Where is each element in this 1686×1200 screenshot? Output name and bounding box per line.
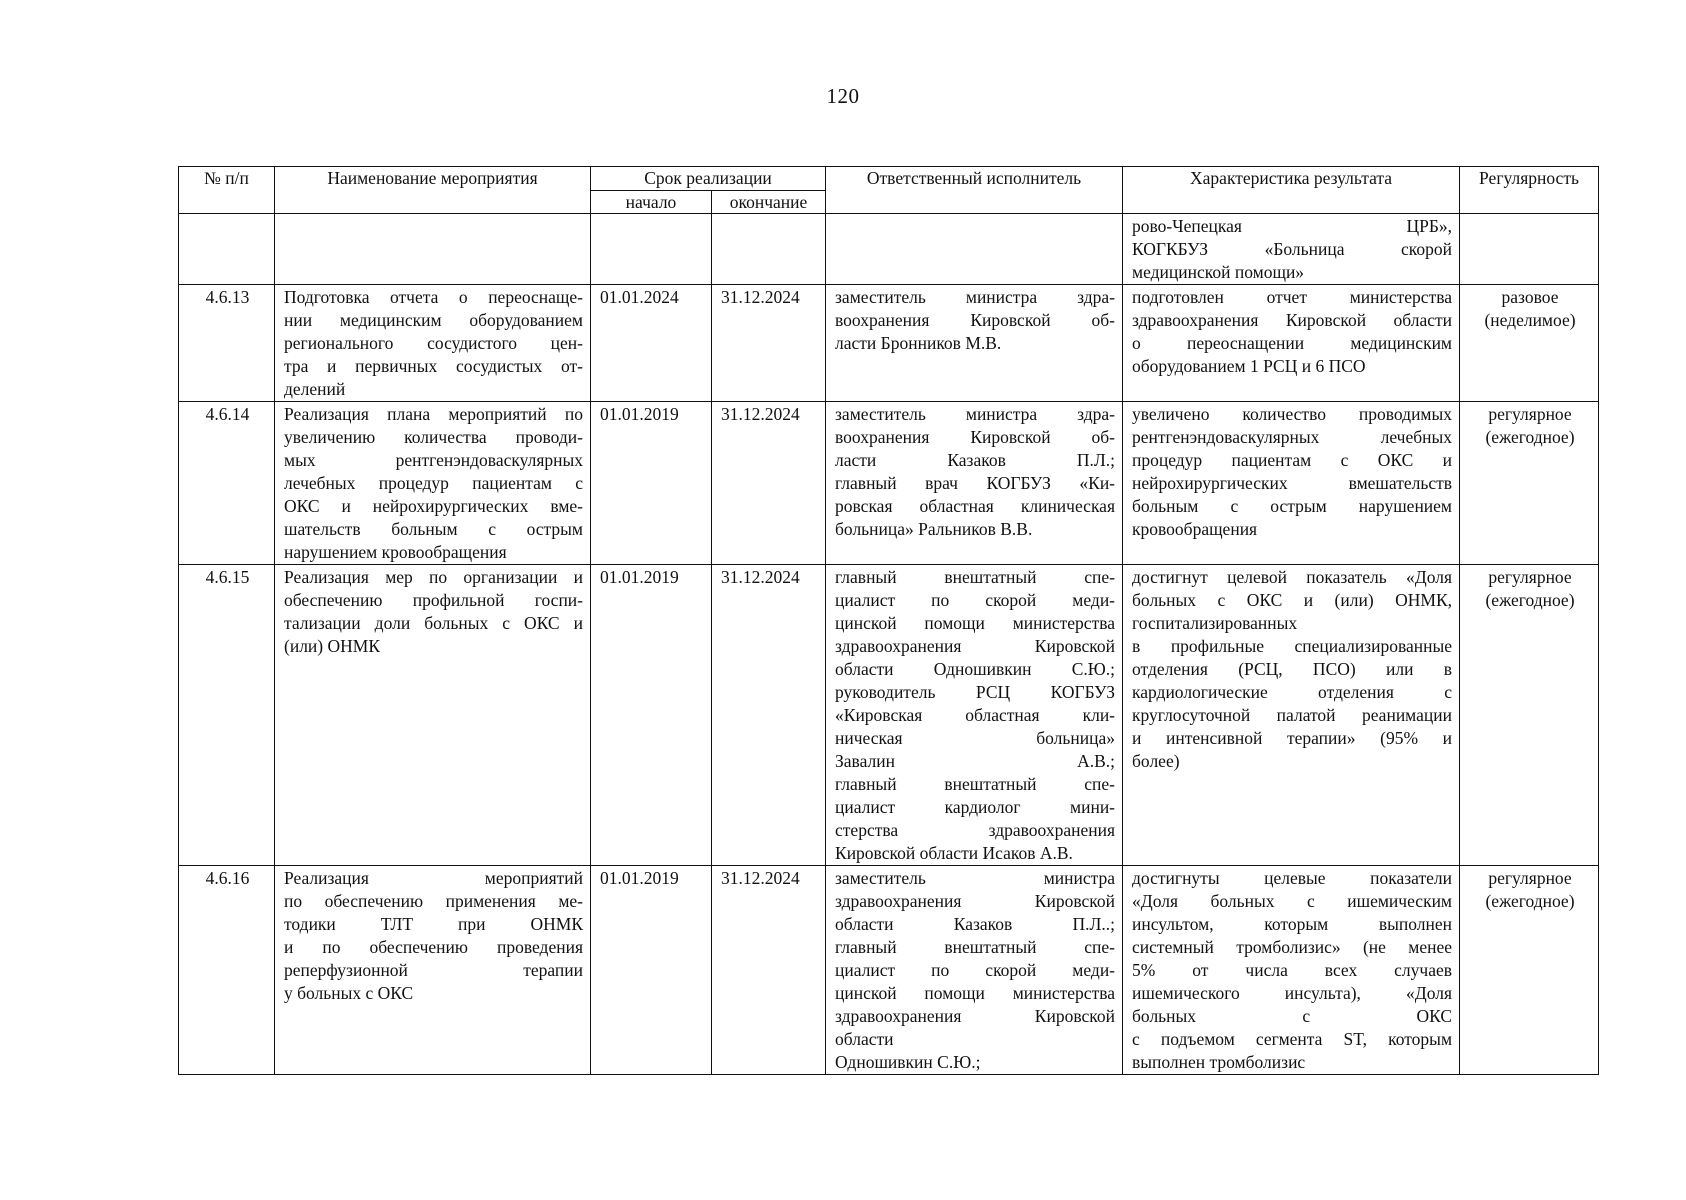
cell-line: обеспечению профильной госпи- bbox=[284, 590, 583, 610]
cell-line: цинской помощи министерства bbox=[835, 613, 1116, 633]
cell-line: стерства здравоохранения bbox=[835, 820, 1116, 840]
cell-line: о переоснащении медицинским bbox=[1132, 333, 1453, 353]
regularity bbox=[1460, 214, 1599, 285]
cell-line: и по обеспечению проведения bbox=[284, 937, 583, 957]
row-number: 4.6.16 bbox=[179, 866, 275, 1075]
cell-line: циалист по скорой меди- bbox=[835, 590, 1116, 610]
cell-line: более) bbox=[1132, 751, 1180, 771]
cell-line: реперфузионной терапии bbox=[284, 960, 583, 980]
cell-line: лечебных процедур пациентам с bbox=[284, 473, 583, 493]
cell-line: Подготовка отчета о переоснаще- bbox=[284, 287, 583, 307]
cell-line: «Кировская областная кли- bbox=[835, 705, 1116, 725]
table-row bbox=[179, 866, 1599, 1075]
cell-line: Завалин А.В.; bbox=[835, 751, 1116, 771]
cell-line: круглосуточной палатой реанимации bbox=[1132, 705, 1453, 725]
cell-line: (или) ОНМК bbox=[284, 636, 381, 656]
end-date: 31.12.2024 bbox=[712, 565, 826, 866]
regularity: регулярное (ежегодное) bbox=[1460, 866, 1599, 1075]
cell-line: увеличено количество проводимых bbox=[1132, 404, 1453, 424]
cell-line: здравоохранения Кировской bbox=[835, 891, 1116, 911]
activity-name bbox=[275, 285, 591, 402]
cell-line: ишемического инсульта), «Доля bbox=[1132, 983, 1453, 1003]
header-num: № п/п bbox=[179, 167, 275, 214]
responsible-executor bbox=[826, 214, 1123, 285]
cell-line: медицинской помощи» bbox=[1132, 262, 1305, 282]
result-description bbox=[1123, 285, 1460, 402]
cell-line: главный внештатный спе- bbox=[835, 567, 1116, 587]
cell-line: кардиологические отделения с bbox=[1132, 682, 1453, 702]
regularity: регулярное (ежегодное) bbox=[1460, 565, 1599, 866]
cell-line: заместитель министра здра- bbox=[835, 404, 1116, 424]
cell-line: области bbox=[835, 1029, 894, 1049]
regularity: разовое (неделимое) bbox=[1460, 285, 1599, 402]
cell-line: с подъемом сегмента ST, которым bbox=[1132, 1029, 1453, 1049]
cell-line: больница» Ральников В.В. bbox=[835, 519, 1033, 539]
cell-line: рентгенэндоваскулярных лечебных bbox=[1132, 427, 1453, 447]
cell-line: у больных с ОКС bbox=[284, 983, 414, 1003]
cell-line: достигнуты целевые показатели bbox=[1132, 868, 1453, 888]
header-result: Характеристика результата bbox=[1123, 167, 1460, 214]
regularity: регулярное (ежегодное) bbox=[1460, 402, 1599, 565]
row-number bbox=[179, 214, 275, 285]
cell-line: оборудованием 1 РСЦ и 6 ПСО bbox=[1132, 356, 1366, 376]
start-date: 01.01.2024 bbox=[591, 285, 712, 402]
cell-line: главный врач КОГБУЗ «Ки- bbox=[835, 473, 1116, 493]
cell-line: Одношивкин С.Ю.; bbox=[835, 1052, 981, 1072]
cell-line: инсультом, которым выполнен bbox=[1132, 914, 1453, 934]
activity-name bbox=[275, 866, 591, 1075]
cell-line: здравоохранения Кировской bbox=[835, 636, 1116, 656]
activity-name bbox=[275, 214, 591, 285]
cell-line: Реализация плана мероприятий по bbox=[284, 404, 583, 424]
cell-line: тодики ТЛТ при ОНМК bbox=[284, 914, 583, 934]
cell-line: Кировской области Исаков А.В. bbox=[835, 843, 1073, 863]
result-description bbox=[1123, 565, 1460, 866]
start-date: 01.01.2019 bbox=[591, 565, 712, 866]
cell-line: рово-Чепецкая ЦРБ», bbox=[1132, 216, 1453, 236]
header-name: Наименование мероприятия bbox=[275, 167, 591, 214]
cell-line: больных с ОКС bbox=[1132, 1006, 1453, 1026]
cell-line: здравоохранения Кировской области bbox=[1132, 310, 1453, 330]
table-row bbox=[179, 565, 1599, 866]
cell-line: главный внештатный спе- bbox=[835, 774, 1116, 794]
cell-line: в профильные специализированные bbox=[1132, 636, 1453, 656]
cell-line: Реализация мероприятий bbox=[284, 868, 583, 888]
table-body bbox=[179, 214, 1599, 1075]
cell-line: кровообращения bbox=[1132, 519, 1258, 539]
cell-line: шательств больным с острым bbox=[284, 519, 583, 539]
cell-line: нейрохирургических вмешательств bbox=[1132, 473, 1453, 493]
result-description bbox=[1123, 214, 1460, 285]
cell-line: заместитель министра bbox=[835, 868, 1116, 888]
responsible-executor bbox=[826, 565, 1123, 866]
start-date bbox=[591, 214, 712, 285]
table-row bbox=[179, 402, 1599, 565]
cell-line: системный тромболизис» (не менее bbox=[1132, 937, 1453, 957]
cell-line: циалист кардиолог мини- bbox=[835, 797, 1116, 817]
header-regularity: Регулярность bbox=[1460, 167, 1599, 214]
cell-line: нии медицинским оборудованием bbox=[284, 310, 583, 330]
cell-line: ровская областная клиническая bbox=[835, 496, 1116, 516]
row-number: 4.6.15 bbox=[179, 565, 275, 866]
cell-line: здравоохранения Кировской bbox=[835, 1006, 1116, 1026]
end-date: 31.12.2024 bbox=[712, 402, 826, 565]
row-number: 4.6.14 bbox=[179, 402, 275, 565]
table-header-row bbox=[179, 167, 1599, 191]
cell-line: достигнут целевой показатель «Доля bbox=[1132, 567, 1453, 587]
row-number: 4.6.13 bbox=[179, 285, 275, 402]
cell-line: Реализация мер по организации и bbox=[284, 567, 583, 587]
cell-line: увеличению количества проводи- bbox=[284, 427, 583, 447]
cell-line: руководитель РСЦ КОГБУЗ bbox=[835, 682, 1116, 702]
responsible-executor bbox=[826, 402, 1123, 565]
cell-line: нарушением кровообращения bbox=[284, 542, 507, 562]
cell-line: и интенсивной терапии» (95% и bbox=[1132, 728, 1453, 748]
cell-line: тализации доли больных с ОКС и bbox=[284, 613, 583, 633]
end-date: 31.12.2024 bbox=[712, 866, 826, 1075]
cell-line: области Одношивкин С.Ю.; bbox=[835, 659, 1116, 679]
responsible-executor bbox=[826, 866, 1123, 1075]
cell-line: больным с острым нарушением bbox=[1132, 496, 1453, 516]
cell-line: заместитель министра здра- bbox=[835, 287, 1116, 307]
cell-line: больных с ОКС и (или) ОНМК, bbox=[1132, 590, 1453, 610]
page-number: 120 bbox=[826, 84, 860, 108]
cell-line: «Доля больных с ишемическим bbox=[1132, 891, 1453, 911]
header-term: Срок реализации bbox=[591, 167, 826, 191]
cell-line: ОКС и нейрохирургических вме- bbox=[284, 496, 583, 516]
cell-line: циалист по скорой меди- bbox=[835, 960, 1116, 980]
activity-name bbox=[275, 565, 591, 866]
cell-line: выполнен тромболизис bbox=[1132, 1052, 1306, 1072]
cell-line: регионального сосудистого цен- bbox=[284, 333, 583, 353]
cell-line: цинской помощи министерства bbox=[835, 983, 1116, 1003]
cell-line: ласти Бронников М.В. bbox=[835, 333, 1002, 353]
cell-line: делений bbox=[284, 379, 346, 399]
cell-line: подготовлен отчет министерства bbox=[1132, 287, 1453, 307]
cell-line: мых рентгенэндоваскулярных bbox=[284, 450, 583, 470]
result-description bbox=[1123, 402, 1460, 565]
cell-line: области Казаков П.Л..; bbox=[835, 914, 1116, 934]
header-executor: Ответственный исполнитель bbox=[826, 167, 1123, 214]
activities-table bbox=[178, 166, 1599, 1075]
cell-line: воохранения Кировской об- bbox=[835, 427, 1116, 447]
cell-line: по обеспечению применения ме- bbox=[284, 891, 583, 911]
cell-line: 5% от числа всех случаев bbox=[1132, 960, 1453, 980]
table-row bbox=[179, 214, 1599, 285]
header-start: начало bbox=[591, 191, 712, 214]
responsible-executor bbox=[826, 285, 1123, 402]
start-date: 01.01.2019 bbox=[591, 402, 712, 565]
end-date: 31.12.2024 bbox=[712, 285, 826, 402]
cell-line: КОГКБУЗ «Больница скорой bbox=[1132, 239, 1453, 259]
cell-line: ласти Казаков П.Л.; bbox=[835, 450, 1116, 470]
cell-line: отделения (РСЦ, ПСО) или в bbox=[1132, 659, 1453, 679]
cell-line: воохранения Кировской об- bbox=[835, 310, 1116, 330]
result-description bbox=[1123, 866, 1460, 1075]
activity-name bbox=[275, 402, 591, 565]
cell-line: главный внештатный спе- bbox=[835, 937, 1116, 957]
cell-line: госпитализированных bbox=[1132, 613, 1298, 633]
cell-line: процедур пациентам с ОКС и bbox=[1132, 450, 1453, 470]
start-date: 01.01.2019 bbox=[591, 866, 712, 1075]
header-end: окончание bbox=[712, 191, 826, 214]
cell-line: ническая больница» bbox=[835, 728, 1116, 748]
end-date bbox=[712, 214, 826, 285]
cell-line: тра и первичных сосудистых от- bbox=[284, 356, 583, 376]
table-row bbox=[179, 285, 1599, 402]
